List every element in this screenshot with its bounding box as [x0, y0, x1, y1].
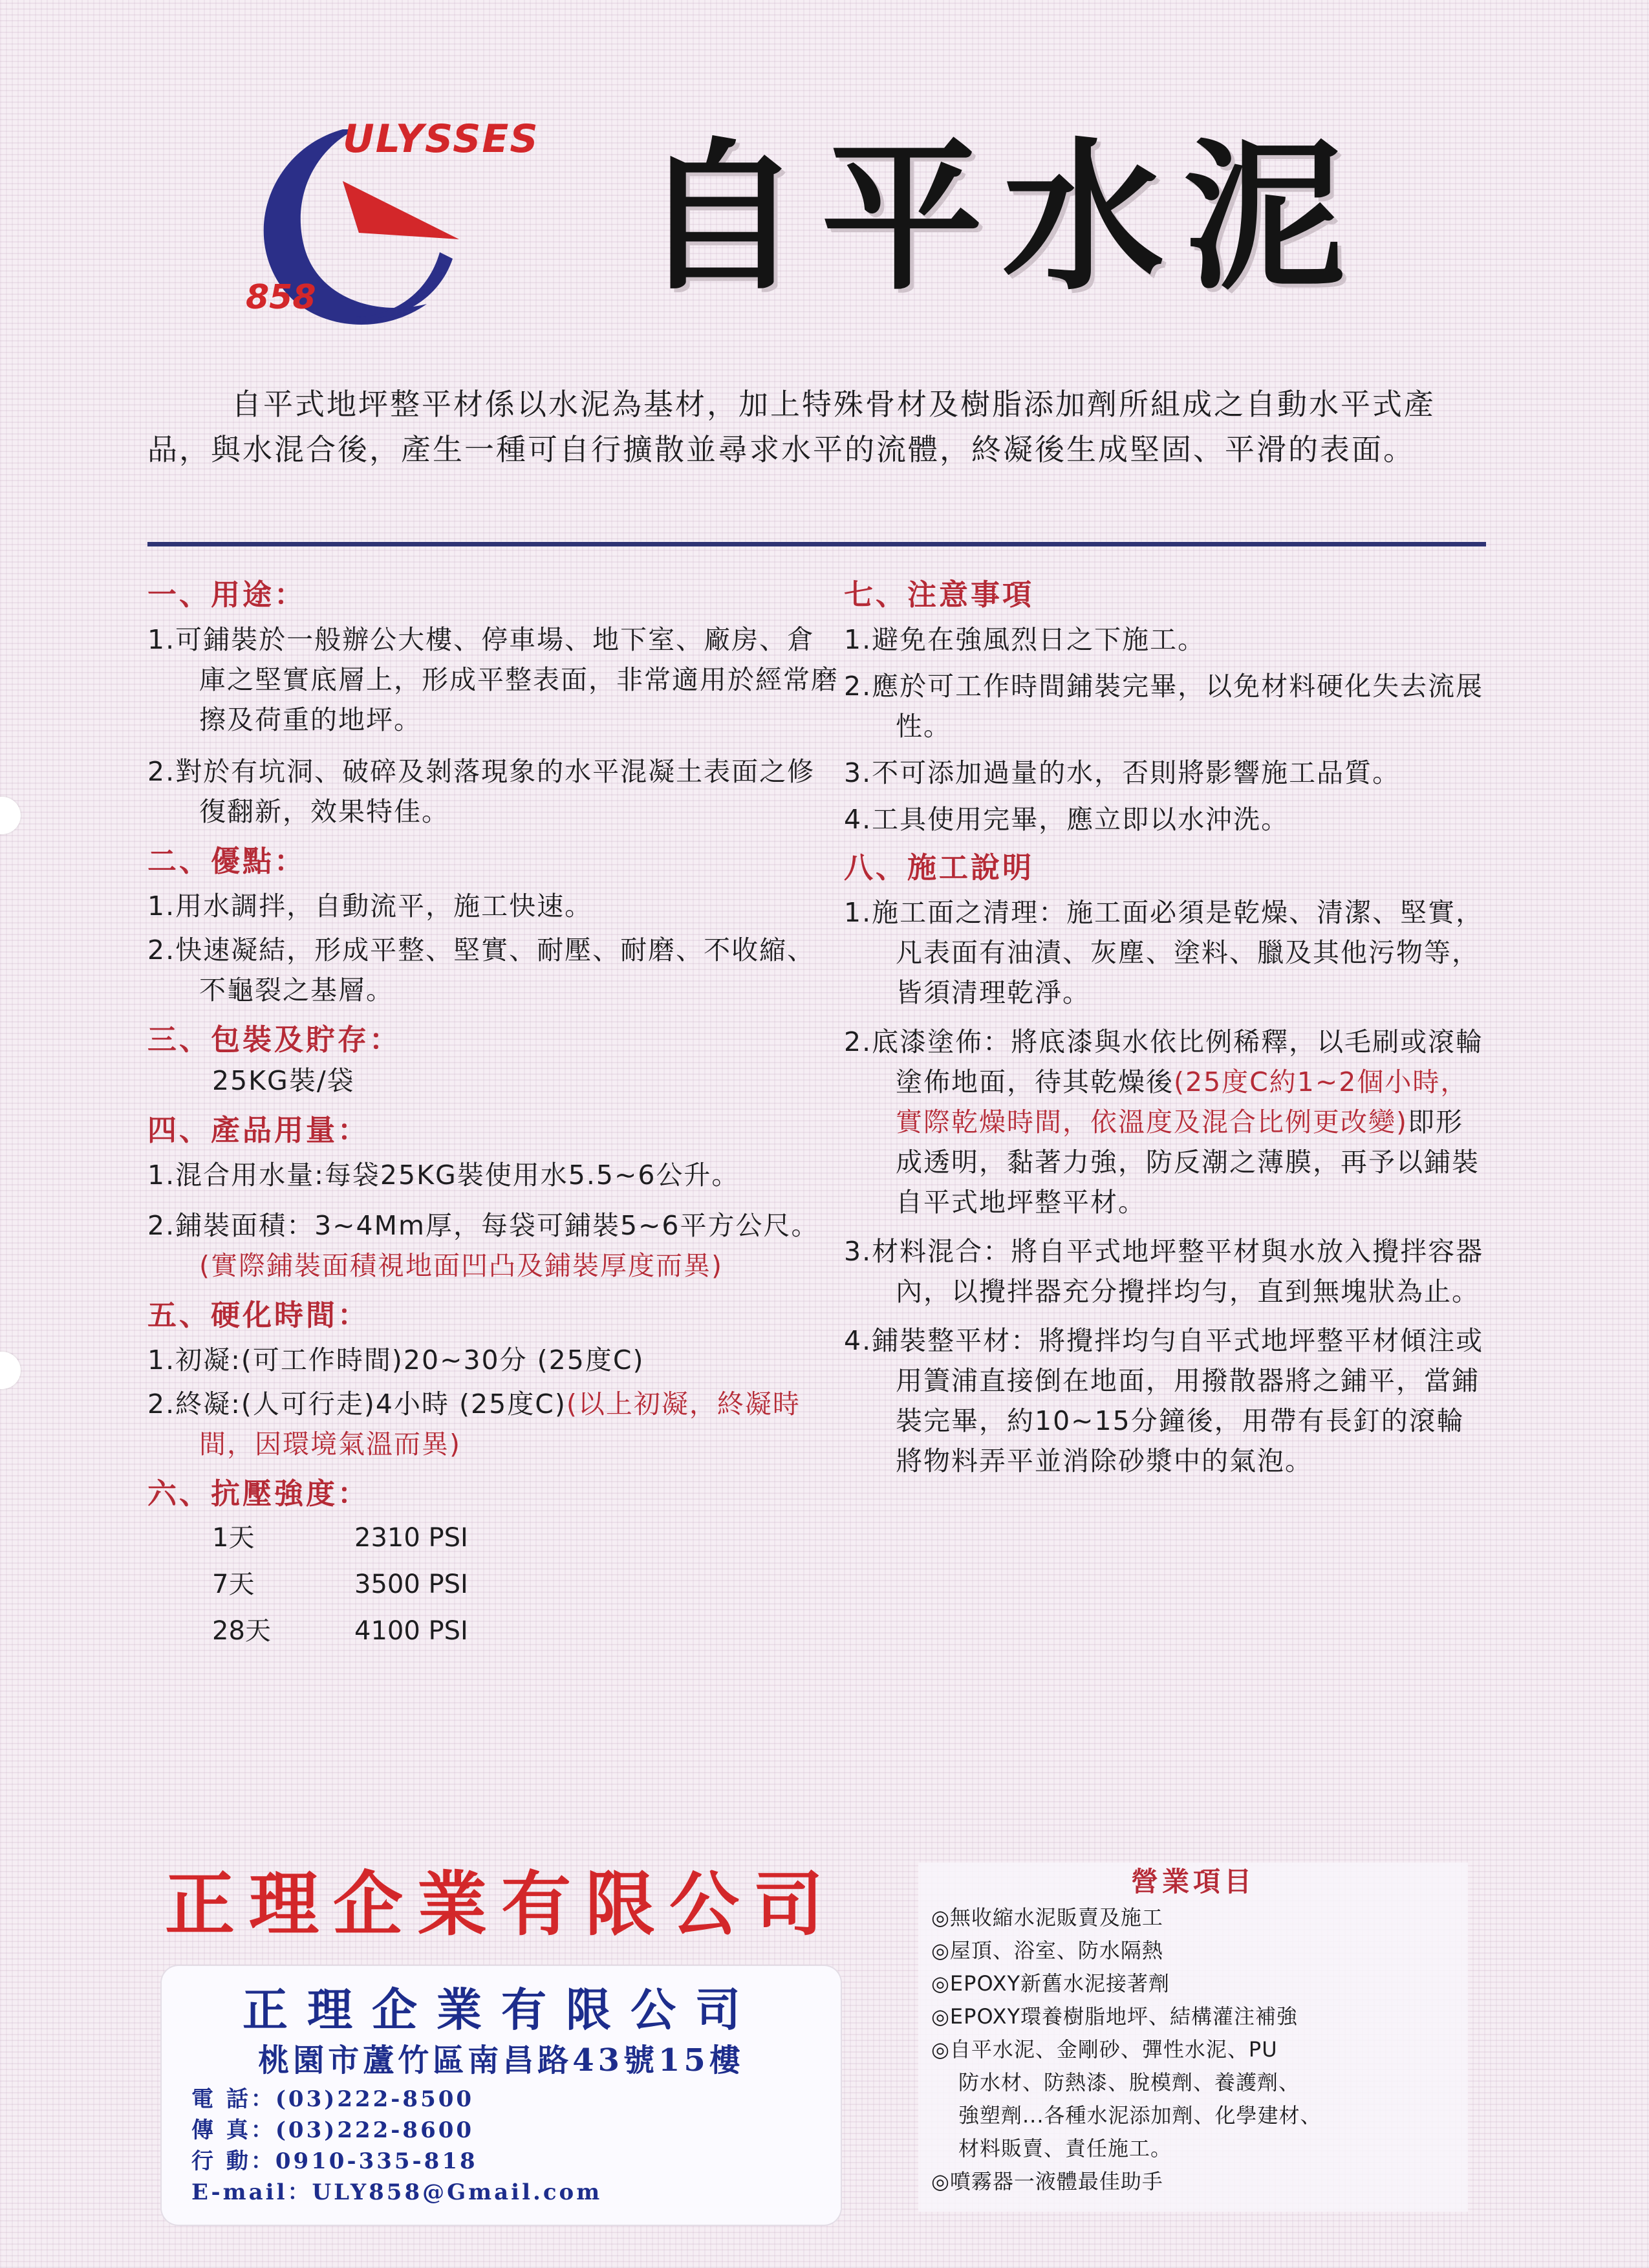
heading-instructions: 八、施工說明	[844, 850, 1035, 885]
precautions-item-3: 3.不可添加過量的水，否則將影響施工品質。	[844, 757, 1401, 788]
advantages-item-1: 1.用水調拌，自動流平，施工快速。	[147, 891, 593, 922]
strength-value: 2310 PSI	[354, 1523, 468, 1553]
business-item: ◎屋頂、浴室、防水隔熱	[931, 1938, 1163, 1963]
strength-row	[147, 1608, 839, 1654]
curing-item-2	[147, 1384, 839, 1464]
strength-row	[147, 1515, 839, 1561]
business-item: ◎無收縮水泥販賣及施工	[931, 1905, 1163, 1930]
business-item-continued: 防水材、防熱漆、脫模劑、養護劑、	[958, 2070, 1300, 2095]
strength-day: 28天	[212, 1616, 271, 1646]
card-address: 桃園市蘆竹區南昌路43號15樓	[258, 2042, 744, 2079]
instructions-item-2-text-a: 2.底漆塗佈：將底漆與水依比例稀釋，以毛刷或滾輪塗佈地面，待其乾燥後	[844, 1026, 1484, 1097]
business-title: 營業項目	[1130, 1866, 1255, 1897]
usage-item-2	[147, 1205, 839, 1286]
usage-item-1: 1.混合用水量:每袋25KG裝使用水5.5~6公升。	[147, 1160, 740, 1191]
business-items-box	[918, 1863, 1468, 2212]
business-item-continued: 材料販賣、責任施工。	[958, 2136, 1172, 2161]
heading-advantages: 二、優點：	[147, 844, 307, 878]
precautions-item-2: 2.應於可工作時間鋪裝完畢，以免材料硬化失去流展性。	[844, 671, 1484, 742]
card-company-name: 正理企業有限公司	[242, 1983, 760, 2036]
instructions-item-4: 4.鋪裝整平材：將攪拌均勻自平式地坪整平材傾注或用簀浦直接倒在地面，用撥散器將之鋪平，當鋪裝完畢，約10~15分鐘後，用帶有長釘的滾輪將物料弄平並消除砂漿中的氣泡。	[844, 1325, 1484, 1476]
heading-packaging: 三、包裝及貯存：	[147, 1022, 402, 1057]
business-item: ◎自平水泥、金剛砂、彈性水泥、PU	[931, 2037, 1278, 2062]
business-item: ◎噴霧器一液體最佳助手	[931, 2169, 1163, 2194]
precautions-item-4: 4.工具使用完畢，應立即以水沖洗。	[844, 804, 1289, 835]
business-item: ◎EPOXY環養樹脂地坪、結構灌注補強	[931, 2004, 1299, 2029]
instructions-item-2	[844, 1022, 1491, 1222]
left-column	[147, 569, 839, 1654]
heading-compressive-strength: 六、抗壓強度：	[147, 1476, 370, 1511]
logo-brand-text: ULYSSES	[343, 116, 539, 162]
intro-paragraph: 自平式地坪整平材係以水泥為基材，加上特殊骨材及樹脂添加劑所組成之自動水平式產品，與水混合後，產生一種可自行擴散並尋求水平的流體，終凝後生成堅固、平滑的表面。	[147, 387, 1436, 467]
business-item-continued: 強塑劑...各種水泥添加劑、化學建材、	[958, 2103, 1322, 2128]
advantages-item-2: 2.快速凝結，形成平整、堅實、耐壓、耐磨、不收縮、不龜裂之基層。	[147, 934, 815, 1006]
card-fax: 傳 真：(03)222-8600	[191, 2117, 475, 2143]
curing-item-1: 1.初凝:(可工作時間)20~30分 (25度C)	[147, 1345, 645, 1376]
heading-uses: 一、用途：	[147, 578, 307, 612]
logo-number-text: 858	[246, 278, 316, 317]
instructions-item-2-note: (25度C約1~2個小時，實際乾燥時間，依溫度及混合比例更改變)	[896, 1066, 1469, 1138]
strength-value: 4100 PSI	[354, 1616, 468, 1646]
punch-hole-upper	[0, 797, 21, 834]
right-column	[844, 569, 1491, 1481]
card-tel: 電 話：(03)222-8500	[191, 2086, 475, 2112]
usage-item-2-note: (實際鋪裝面積視地面凹凸及鋪裝厚度而異)	[199, 1250, 723, 1281]
card-mobile: 行 動：0910-335-818	[191, 2148, 478, 2174]
card-email[interactable]: E-mail：ULY858@Gmail.com	[191, 2179, 603, 2205]
precautions-item-1: 1.避免在強風烈日之下施工。	[844, 624, 1206, 655]
page-title: 自平水泥	[640, 122, 1364, 312]
instructions-item-3: 3.材料混合：將自平式地坪整平材與水放入攪拌容器內，以攪拌器充分攪拌均勻，直到無塊狀為止。	[844, 1236, 1484, 1307]
strength-row	[147, 1561, 839, 1608]
company-name-banner: 正理企業有限公司	[165, 1864, 838, 1945]
strength-day: 7天	[212, 1570, 255, 1599]
curing-item-2-text: 2.終凝:(人可行走)4小時 (25度C)	[147, 1388, 566, 1420]
business-item: ◎EPOXY新舊水泥接著劑	[931, 1971, 1170, 1996]
instructions-item-2-text-b: 即形成透明，黏著力強，防反潮之薄膜，再予以鋪裝自平式地坪整平材。	[896, 1107, 1480, 1218]
curing-item-2-note: (以上初凝，終凝時間，因環境氣溫而異)	[199, 1388, 801, 1460]
strength-value: 3500 PSI	[354, 1570, 468, 1599]
punch-hole-lower	[0, 1352, 21, 1389]
packaging-text: 25KG裝/袋	[212, 1065, 355, 1096]
ulysses-logo	[246, 103, 543, 336]
divider-rule	[147, 542, 1486, 546]
instructions-item-1: 1.施工面之清理：施工面必須是乾燥、清潔、堅實，凡表面有油漬、灰塵、塗料、臘及其他污物等，皆須清理乾淨。	[844, 897, 1484, 1008]
heading-usage-amount: 四、產品用量：	[147, 1113, 370, 1147]
heading-curing-time: 五、硬化時間：	[147, 1298, 370, 1332]
heading-precautions: 七、注意事項	[844, 578, 1035, 612]
uses-item-2: 2.對於有坑洞、破碎及剝落現象的水平混凝土表面之修復翻新，效果特佳。	[147, 756, 815, 827]
uses-item-1: 1.可鋪裝於一般辦公大樓、停車場、地下室、廠房、倉庫之堅實底層上，形成平整表面，非常適用於經常磨擦及荷重的地坪。	[147, 624, 839, 735]
usage-item-2-text: 2.鋪裝面積：3~4Mm厚，每袋可鋪裝5~6平方公尺。	[147, 1210, 819, 1241]
business-card	[162, 1966, 841, 2225]
strength-day: 1天	[212, 1523, 255, 1553]
